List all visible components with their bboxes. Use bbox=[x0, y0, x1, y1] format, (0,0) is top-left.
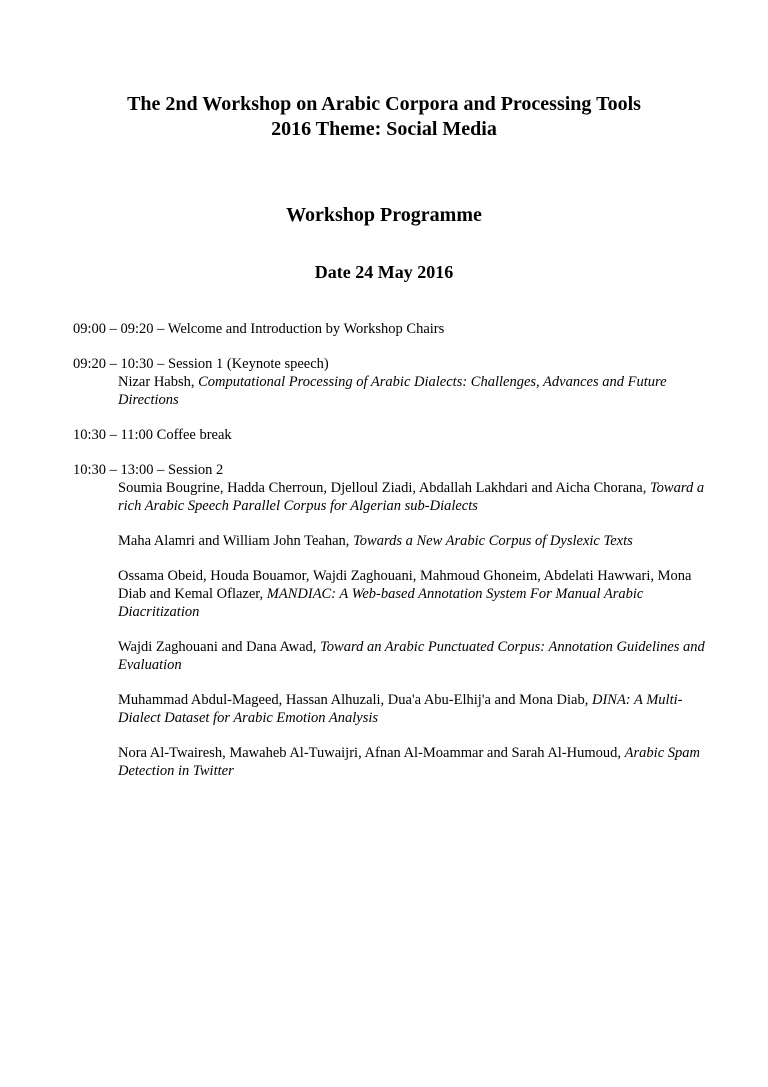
talk-title: MANDIAC: A Web-based Annotation System For Manual Arabic Diacritization bbox=[118, 586, 644, 620]
slot-coffee-text: 10:30 – 11:00 Coffee break bbox=[73, 427, 232, 443]
slot-welcome-text: 09:00 – 09:20 – Welcome and Introduction by Workshop Chairs bbox=[73, 321, 445, 337]
talk-entry bbox=[118, 532, 723, 550]
talk-authors: Nora Al-Twairesh, Mawaheb Al-Tuwaijri, Afnan Al-Moammar and Sarah Al-Humoud, bbox=[118, 745, 625, 761]
talk-entry bbox=[118, 691, 723, 727]
talk-title: DINA: A Multi-Dialect Dataset for Arabic Emotion Analysis bbox=[118, 692, 683, 726]
talk-title: Toward a rich Arabic Speech Parallel Corpus for Algerian sub-Dialects bbox=[118, 480, 705, 514]
talk-title: Toward an Arabic Punctuated Corpus: Annotation Guidelines and Evaluation bbox=[118, 639, 705, 673]
programme-date: Date 24 May 2016 bbox=[314, 262, 454, 282]
schedule bbox=[73, 320, 723, 797]
talk-authors: Soumia Bougrine, Hadda Cherroun, Djelloul Ziadi, Abdallah Lakhdari and Aicha Chorana, bbox=[118, 480, 650, 496]
programme-heading: Workshop Programme bbox=[286, 204, 482, 226]
schedule-slot-session1 bbox=[73, 355, 723, 409]
workshop-title-line2: 2016 Theme: Social Media bbox=[271, 118, 497, 140]
talk-authors: Muhammad Abdul-Mageed, Hassan Alhuzali, Dua'a Abu-Elhij'a and Mona Diab, bbox=[118, 692, 592, 708]
schedule-slot-welcome bbox=[73, 320, 723, 338]
talk-entry bbox=[118, 638, 723, 674]
talk-authors: Ossama Obeid, Houda Bouamor, Wajdi Zaghouani, Mahmoud Ghoneim, Abdelati Hawwari, Mona Diab and Kemal Oflazer, bbox=[118, 568, 692, 602]
session2-time: 10:30 – 13:00 – Session 2 bbox=[73, 462, 224, 478]
talk-authors: Nizar Habsh, bbox=[118, 374, 199, 390]
workshop-title bbox=[0, 92, 768, 142]
session1-time: 09:20 – 10:30 – Session 1 (Keynote speech) bbox=[73, 356, 329, 372]
schedule-slot-session2 bbox=[73, 461, 723, 780]
workshop-title-line1: The 2nd Workshop on Arabic Corpora and Processing Tools bbox=[127, 93, 641, 115]
talk-entry bbox=[118, 567, 723, 621]
session2-talks bbox=[73, 479, 723, 780]
talk-entry bbox=[118, 479, 723, 515]
schedule-slot-coffee bbox=[73, 426, 723, 444]
talk-authors: Wajdi Zaghouani and Dana Awad, bbox=[118, 639, 321, 655]
talk-title: Computational Processing of Arabic Dialects: Challenges, Advances and Future Directions bbox=[118, 374, 667, 408]
talk-entry bbox=[118, 744, 723, 780]
talk-title: Arabic Spam Detection in Twitter bbox=[118, 745, 700, 779]
talk-entry bbox=[118, 373, 723, 409]
talk-authors: Maha Alamri and William John Teahan, bbox=[118, 533, 354, 549]
talk-title: Towards a New Arabic Corpus of Dyslexic Texts bbox=[353, 533, 633, 549]
session1-talks bbox=[73, 373, 723, 409]
